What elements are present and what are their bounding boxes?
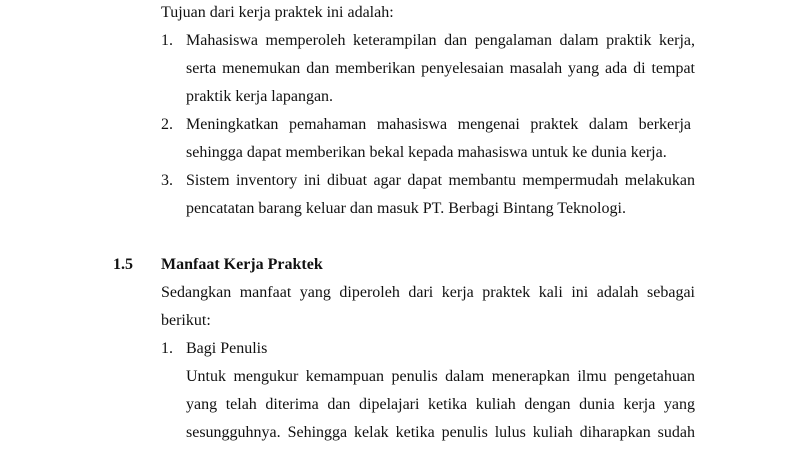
goal-line: Mahasiswa memperoleh keterampilan dan pengalaman dalam praktik kerja, — [186, 32, 695, 49]
goal-line: serta menemukan dan memberikan penyelesaian masalah yang ada di tempat — [186, 60, 695, 77]
section-intro-line: berikut: — [161, 312, 211, 329]
goal-line: praktik kerja lapangan. — [186, 88, 334, 105]
goal-line: Meningkatkan pemahaman mahasiswa mengenai praktek dalam berkerja — [186, 116, 691, 133]
goal-line: pencatatan barang keluar dan masuk PT. Berbagi Bintang Teknologi. — [186, 200, 626, 217]
goal-number: 1. — [161, 32, 173, 49]
benefit-label: Bagi Penulis — [186, 340, 268, 357]
goals-intro: Tujuan dari kerja praktek ini adalah: — [161, 4, 394, 21]
section-title: Manfaat Kerja Praktek — [161, 256, 323, 273]
benefit-line: sesungguhnya. Sehingga kelak ketika penulis lulus kuliah diharapkan sudah — [186, 424, 695, 441]
benefit-number: 1. — [161, 340, 173, 357]
section-number: 1.5 — [113, 256, 133, 273]
goal-line: sehingga dapat memberikan bekal kepada mahasiswa untuk ke dunia kerja. — [186, 144, 667, 161]
goal-number: 2. — [161, 116, 173, 133]
goal-line: Sistem inventory ini dibuat agar dapat membantu mempermudah melakukan — [186, 172, 695, 189]
goal-number: 3. — [161, 172, 173, 189]
benefit-line: yang telah diterima dan dipelajari ketika kuliah dengan dunia kerja yang — [186, 396, 695, 413]
section-intro-line: Sedangkan manfaat yang diperoleh dari kerja praktek kali ini adalah sebagai — [161, 284, 695, 301]
benefit-line: Untuk mengukur kemampuan penulis dalam menerapkan ilmu pengetahuan — [186, 368, 695, 385]
